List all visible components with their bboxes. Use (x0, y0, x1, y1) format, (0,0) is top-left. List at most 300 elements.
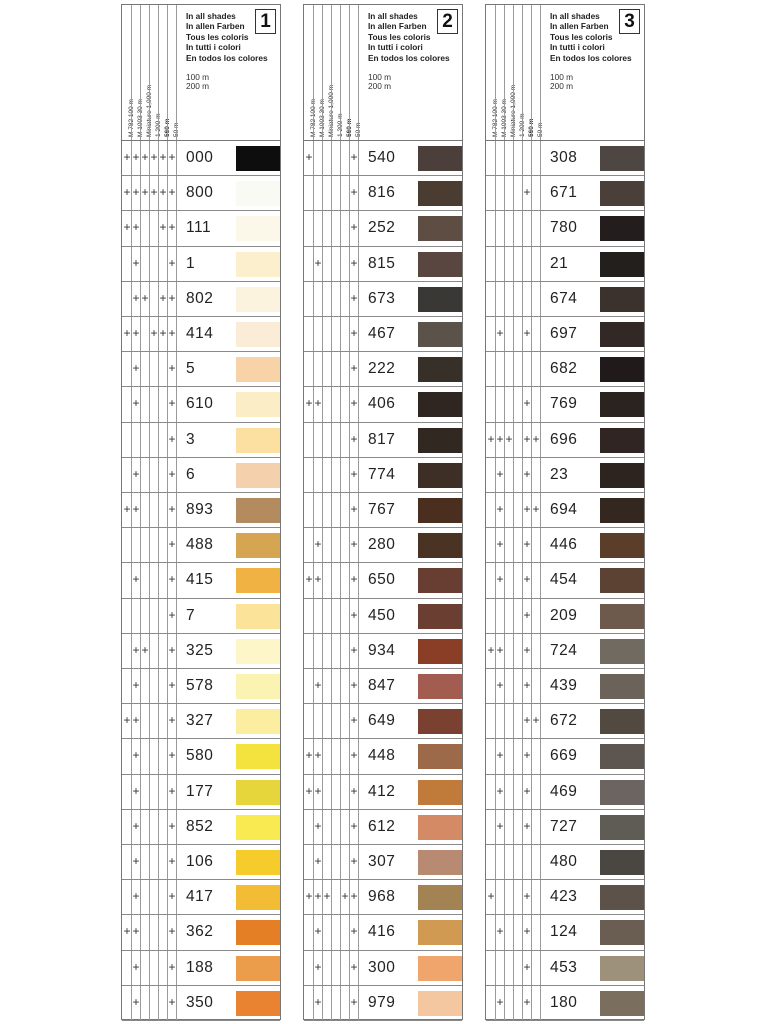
grid-line (522, 282, 523, 316)
color-swatch (236, 744, 280, 769)
availability-mark: + (168, 783, 176, 798)
availability-mark: + (168, 994, 176, 1009)
length-line: 100 m (550, 72, 574, 83)
column-label: 1 200 m (155, 113, 162, 137)
shade-row (304, 317, 462, 352)
shade-row (304, 845, 462, 880)
shade-row (304, 915, 462, 950)
column-label: 1 200 m (337, 113, 344, 137)
column-label: Miniature 1,000 m (328, 84, 335, 137)
shade-row (122, 282, 280, 317)
grid-line (331, 141, 332, 175)
color-swatch (418, 392, 462, 417)
grid-line (504, 387, 505, 421)
shade-code: 727 (550, 817, 578, 835)
color-swatch (600, 463, 644, 488)
availability-mark: + (132, 220, 140, 235)
shade-row (122, 563, 280, 598)
shade-row (122, 528, 280, 563)
shade-code: 774 (368, 465, 396, 483)
availability-mark: + (132, 924, 140, 939)
grid-line (504, 141, 505, 175)
availability-mark: + (523, 924, 531, 939)
grid-line (340, 951, 341, 985)
availability-mark: + (350, 537, 358, 552)
shade-code: 439 (550, 677, 578, 694)
grid-line (313, 5, 314, 140)
color-swatch (418, 744, 462, 769)
shade-row (486, 141, 644, 176)
shade-row (122, 634, 280, 669)
grid-line (540, 915, 541, 949)
availability-mark: + (523, 607, 531, 622)
grid-line (495, 352, 496, 386)
shade-row (486, 423, 644, 458)
grid-line (313, 352, 314, 386)
grid-line (149, 810, 150, 844)
availability-mark: + (305, 396, 313, 411)
grid-line (149, 528, 150, 562)
shade-row (122, 739, 280, 774)
color-swatch (236, 674, 280, 699)
grid-line (331, 176, 332, 210)
shade-row (304, 704, 462, 739)
availability-mark: + (123, 326, 131, 340)
shade-code: 1 (186, 254, 196, 272)
shade-row (486, 563, 644, 598)
color-swatch (600, 533, 644, 558)
availability-mark: + (168, 150, 176, 164)
availability-mark: + (314, 748, 322, 763)
availability-mark: + (123, 150, 131, 164)
grid-line (322, 317, 323, 351)
grid-line (158, 951, 159, 985)
availability-mark: + (168, 889, 176, 904)
grid-line (313, 493, 314, 527)
grid-line (513, 775, 514, 809)
shades-text-line: In allen Farben (550, 21, 609, 32)
grid-line (158, 810, 159, 844)
grid-line (131, 5, 132, 140)
availability-mark: + (168, 185, 176, 200)
shade-code: 6 (186, 465, 196, 483)
shade-code: 300 (368, 958, 396, 976)
grid-line (504, 880, 505, 914)
grid-line (540, 317, 541, 351)
grid-line (531, 352, 532, 386)
shade-code: 412 (368, 782, 396, 800)
color-swatch (600, 146, 644, 171)
color-swatch (600, 744, 644, 769)
availability-mark: + (314, 889, 322, 904)
grid-line (149, 704, 150, 738)
availability-mark: + (141, 185, 149, 200)
shade-row (486, 915, 644, 950)
availability-mark: + (132, 150, 140, 164)
availability-mark: + (132, 748, 140, 763)
shade-row (486, 739, 644, 774)
card-number: 2 (437, 9, 458, 34)
color-swatch (236, 428, 280, 453)
availability-mark: + (350, 290, 358, 305)
grid-line (140, 599, 141, 633)
color-swatch (418, 252, 462, 277)
grid-line (540, 5, 541, 140)
availability-mark: + (350, 255, 358, 270)
shade-code: 414 (186, 325, 214, 342)
availability-mark: + (168, 220, 176, 235)
availability-mark: + (132, 713, 140, 728)
availability-mark: + (305, 783, 313, 798)
grid-line (531, 5, 532, 140)
availability-mark: + (523, 678, 531, 692)
color-swatch (418, 780, 462, 805)
availability-mark: + (523, 185, 531, 200)
grid-line (158, 880, 159, 914)
color-swatch (418, 885, 462, 910)
grid-line (513, 669, 514, 703)
availability-mark: + (496, 818, 504, 833)
grid-line (513, 915, 514, 949)
grid-line (495, 282, 496, 316)
grid-line (340, 915, 341, 949)
shades-text-line: In tutti i colori (186, 42, 241, 53)
availability-mark: + (132, 326, 140, 340)
color-swatch (236, 780, 280, 805)
grid-line (313, 458, 314, 492)
grid-line (331, 423, 332, 457)
grid-line (340, 669, 341, 703)
grid-line (340, 810, 341, 844)
availability-mark: + (350, 150, 358, 164)
color-swatch (236, 604, 280, 629)
grid-line (158, 704, 159, 738)
shade-row (486, 845, 644, 880)
color-swatch (418, 639, 462, 664)
shade-row (304, 423, 462, 458)
shades-text-line: In tutti i colori (550, 42, 605, 53)
grid-line (513, 282, 514, 316)
shade-row (486, 352, 644, 387)
shade-row (304, 458, 462, 493)
availability-mark: + (314, 994, 322, 1009)
color-swatch (600, 674, 644, 699)
availability-mark: + (314, 818, 322, 833)
shade-code: 610 (186, 395, 214, 413)
shade-row (122, 775, 280, 810)
availability-mark: + (168, 924, 176, 939)
grid-line (495, 211, 496, 245)
length-line: 200 m (368, 81, 392, 92)
availability-mark: + (150, 185, 158, 200)
availability-mark: + (168, 502, 176, 516)
availability-mark: + (350, 994, 358, 1009)
grid-line (149, 423, 150, 457)
shade-code: 000 (186, 149, 214, 166)
availability-mark: + (159, 185, 167, 200)
shade-code: 580 (186, 747, 214, 765)
availability-mark: + (168, 748, 176, 763)
availability-mark: + (314, 854, 322, 868)
grid-line (513, 704, 514, 738)
grid-line (513, 176, 514, 210)
availability-mark: + (159, 290, 167, 305)
shade-row (486, 634, 644, 669)
grid-line (158, 247, 159, 281)
shade-code: 800 (186, 184, 214, 202)
grid-line (340, 282, 341, 316)
grid-line (131, 528, 132, 562)
color-swatch (418, 815, 462, 840)
shade-code: 612 (368, 817, 396, 835)
shades-text-line: Tous les coloris (368, 31, 431, 42)
grid-line (140, 5, 141, 140)
grid-line (149, 669, 150, 703)
grid-line (540, 775, 541, 809)
availability-mark: + (168, 678, 176, 692)
shades-text-line: En todos los colores (550, 52, 632, 63)
grid-line (513, 352, 514, 386)
grid-line (149, 352, 150, 386)
shade-code: 682 (550, 360, 578, 378)
grid-line (313, 704, 314, 738)
availability-mark: + (523, 748, 531, 763)
grid-line (540, 247, 541, 281)
availability-mark: + (350, 642, 358, 657)
shade-row (122, 141, 280, 176)
shade-code: 540 (368, 149, 396, 166)
availability-mark: + (150, 326, 158, 340)
column-label: M 1003 30 m (319, 99, 326, 137)
grid-line (158, 599, 159, 633)
shades-text-line: In allen Farben (368, 21, 427, 32)
availability-mark: + (523, 537, 531, 552)
availability-mark: + (168, 466, 176, 481)
grid-line (158, 739, 159, 773)
availability-mark: + (168, 290, 176, 305)
availability-mark: + (532, 431, 540, 446)
availability-mark: + (305, 889, 313, 904)
grid-line (331, 775, 332, 809)
color-swatch (418, 568, 462, 593)
shade-row (304, 282, 462, 317)
grid-line (513, 493, 514, 527)
color-swatch (418, 709, 462, 734)
availability-mark: + (132, 185, 140, 200)
availability-mark: + (350, 572, 358, 587)
grid-line (340, 528, 341, 562)
availability-mark: + (496, 994, 504, 1009)
availability-mark: + (532, 713, 540, 728)
shade-row (122, 176, 280, 211)
shade-code: 180 (550, 993, 578, 1011)
availability-mark: + (123, 713, 131, 728)
shade-card-1 (121, 4, 281, 1020)
availability-mark: + (132, 889, 140, 904)
shade-code: 673 (368, 289, 396, 307)
grid-line (513, 739, 514, 773)
grid-line (340, 211, 341, 245)
availability-mark: + (123, 185, 131, 200)
column-label: M 782 100 m (310, 99, 317, 137)
availability-mark: + (496, 678, 504, 692)
availability-mark: + (314, 678, 322, 692)
grid-line (340, 704, 341, 738)
availability-mark: + (350, 185, 358, 200)
color-swatch (236, 709, 280, 734)
shade-row (304, 669, 462, 704)
grid-line (522, 211, 523, 245)
grid-line (140, 528, 141, 562)
availability-mark: + (523, 889, 531, 904)
color-swatch (600, 639, 644, 664)
availability-mark: + (132, 361, 140, 376)
grid-line (540, 282, 541, 316)
grid-line (340, 423, 341, 457)
availability-mark: + (159, 220, 167, 235)
shade-code: 252 (368, 219, 396, 237)
grid-line (313, 176, 314, 210)
color-swatch (600, 991, 644, 1016)
availability-mark: + (350, 466, 358, 481)
grid-line (513, 880, 514, 914)
shade-code: 697 (550, 325, 578, 342)
grid-line (158, 634, 159, 668)
availability-mark: + (168, 854, 176, 868)
shade-row (486, 986, 644, 1021)
grid-line (149, 211, 150, 245)
grid-line (322, 5, 323, 140)
grid-line (495, 704, 496, 738)
grid-line (322, 599, 323, 633)
grid-line (149, 387, 150, 421)
availability-mark: + (168, 537, 176, 552)
grid-line (331, 247, 332, 281)
card-header (304, 5, 462, 141)
availability-mark: + (132, 466, 140, 481)
grid-line (513, 387, 514, 421)
shade-code: 417 (186, 888, 214, 906)
color-swatch (236, 568, 280, 593)
availability-mark: + (523, 713, 531, 728)
availability-mark: + (350, 713, 358, 728)
shade-row (304, 739, 462, 774)
color-swatch (600, 815, 644, 840)
color-swatch (600, 428, 644, 453)
grid-line (513, 211, 514, 245)
grid-line (531, 247, 532, 281)
shade-row (122, 880, 280, 915)
grid-line (158, 458, 159, 492)
shade-code: 308 (550, 149, 578, 166)
color-swatch (236, 463, 280, 488)
color-swatch (236, 322, 280, 347)
shade-row (304, 986, 462, 1021)
availability-mark: + (168, 572, 176, 587)
grid-line (313, 599, 314, 633)
shade-code: 979 (368, 993, 396, 1011)
shade-card-3 (485, 4, 645, 1020)
shade-row (304, 951, 462, 986)
shades-text-line: In all shades (368, 11, 418, 21)
shade-code: 222 (368, 360, 396, 378)
shade-row (304, 563, 462, 598)
grid-line (331, 493, 332, 527)
color-swatch (236, 216, 280, 241)
shade-row (486, 317, 644, 352)
grid-line (540, 951, 541, 985)
grid-line (131, 599, 132, 633)
availability-mark: + (350, 748, 358, 763)
shade-row (122, 951, 280, 986)
column-label: 560 m (528, 118, 535, 137)
availability-mark: + (496, 537, 504, 552)
color-swatch (418, 463, 462, 488)
grid-line (313, 282, 314, 316)
grid-line (313, 317, 314, 351)
grid-line (540, 141, 541, 175)
shade-row (304, 387, 462, 422)
color-swatch (418, 357, 462, 382)
grid-line (504, 704, 505, 738)
availability-mark: + (496, 924, 504, 939)
grid-line (495, 141, 496, 175)
grid-line (313, 211, 314, 245)
shade-code: 280 (368, 536, 396, 554)
shades-text-line: In all shades (550, 11, 600, 21)
grid-line (540, 352, 541, 386)
grid-line (313, 634, 314, 668)
color-swatch (600, 181, 644, 206)
availability-mark: + (168, 326, 176, 340)
column-label: 50 m (173, 122, 180, 137)
lengths-block (368, 73, 462, 91)
color-swatch (236, 920, 280, 945)
availability-mark: + (159, 150, 167, 164)
availability-mark: + (150, 150, 158, 164)
shade-code: 453 (550, 958, 578, 976)
grid-line (540, 986, 541, 1020)
shade-code: 325 (186, 641, 214, 659)
grid-line (540, 528, 541, 562)
shade-row (122, 387, 280, 422)
grid-line (331, 986, 332, 1020)
grid-line (331, 458, 332, 492)
color-swatch (600, 392, 644, 417)
availability-mark: + (523, 572, 531, 587)
availability-mark: + (496, 748, 504, 763)
grid-line (149, 845, 150, 879)
availability-mark: + (532, 502, 540, 516)
availability-mark: + (168, 959, 176, 974)
grid-line (504, 5, 505, 140)
availability-mark: + (132, 818, 140, 833)
availability-mark: + (123, 924, 131, 939)
shade-row (304, 880, 462, 915)
shade-code: 817 (368, 430, 396, 448)
shade-row (486, 387, 644, 422)
shade-code: 350 (186, 993, 214, 1011)
shade-code: 450 (368, 606, 396, 624)
availability-mark: + (141, 642, 149, 657)
grid-line (495, 599, 496, 633)
grid-line (322, 493, 323, 527)
length-line: 200 m (550, 81, 574, 92)
grid-line (513, 141, 514, 175)
grid-line (513, 634, 514, 668)
color-swatch (600, 780, 644, 805)
grid-line (540, 880, 541, 914)
